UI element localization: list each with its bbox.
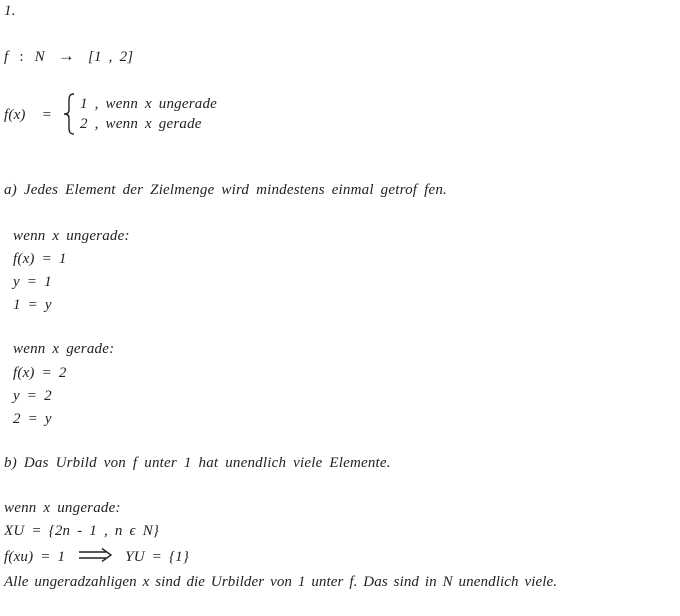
part-a-statement: a) Jedes Element der Zielmenge wird mindestens einmal getrof fen. — [4, 182, 447, 198]
part-b-conclusion: Alle ungeradzahligen x sind die Urbilder von 1 unter f. Das sind in N unendlich viele. — [4, 574, 558, 590]
domain: N — [34, 49, 45, 65]
definition-equals: = — [42, 107, 52, 123]
arrow-icon: → — [57, 46, 76, 65]
implies-arrow-icon — [78, 548, 112, 567]
part-a-odd-heading: wenn x ungerade: — [13, 228, 130, 244]
part-b-statement: b) Das Urbild von f unter 1 hat unendlich viele Elemente. — [4, 455, 391, 471]
function-mapping — [4, 47, 133, 66]
definition-case-even: 2 , wenn x gerade — [80, 116, 202, 132]
definition-lhs — [4, 106, 51, 124]
definition-case-odd: 1 , wenn x ungerade — [80, 96, 218, 112]
colon: : — [19, 49, 24, 65]
left-brace-icon — [62, 92, 78, 136]
part-a-odd-line-2: y = 1 — [13, 274, 52, 290]
section-number: 1. — [4, 3, 16, 19]
part-a-odd-line-1: f(x) = 1 — [13, 251, 67, 267]
part-a-even-line-3: 2 = y — [13, 411, 52, 427]
part-b-implication — [4, 548, 189, 567]
part-b-case-heading: wenn x ungerade: — [4, 500, 121, 516]
definition-fx: f(x) — [4, 107, 26, 123]
part-a-even-line-1: f(x) = 2 — [13, 365, 67, 381]
part-a-odd-line-3: 1 = y — [13, 297, 52, 313]
implication-left: f(xu) = 1 — [4, 549, 66, 565]
codomain: [1 , 2] — [87, 49, 134, 65]
part-a-even-heading: wenn x gerade: — [13, 341, 115, 357]
function-symbol: f — [4, 49, 9, 65]
part-a-even-line-2: y = 2 — [13, 388, 52, 404]
part-b-set-definition: XU = {2n - 1 , n ϵ N} — [4, 523, 160, 539]
implication-right: YU = {1} — [125, 549, 190, 565]
